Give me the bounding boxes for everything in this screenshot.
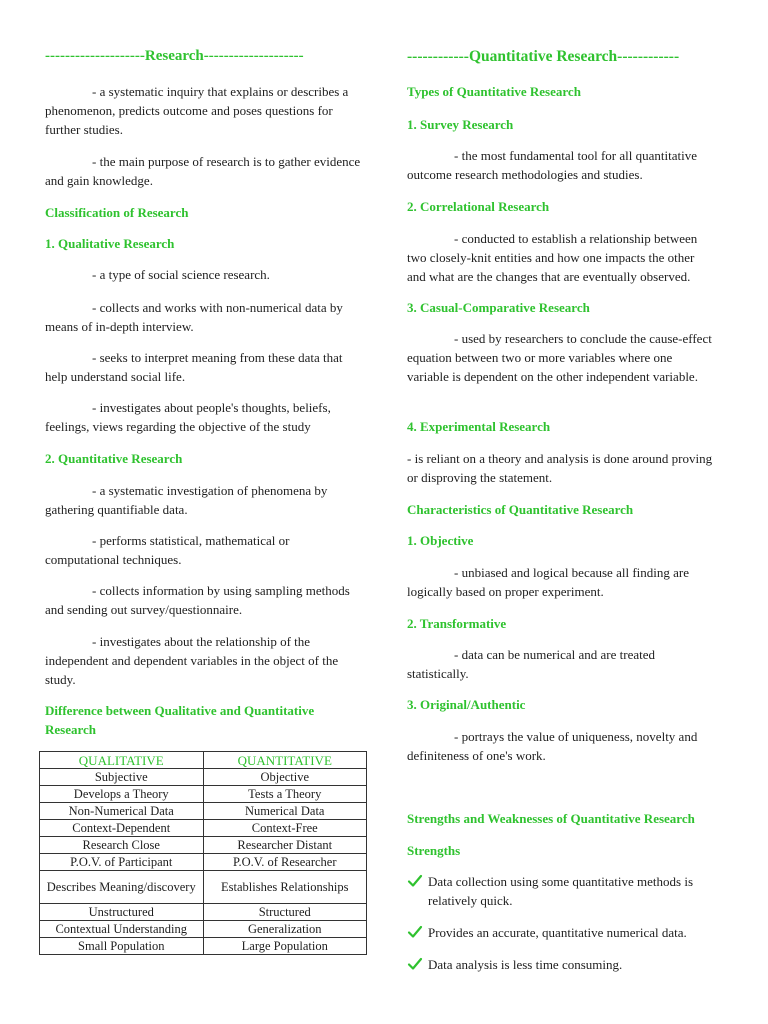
correlational-text: - conducted to establish a relationship between two closely-knit entities and how one impacts the other and what are the changes that are eventually observed. xyxy=(407,231,698,284)
table-cell: Non-Numerical Data xyxy=(40,803,204,820)
strengths-weaknesses-heading: Strengths and Weaknesses of Quantitative Research xyxy=(407,811,695,826)
qualitative-point: - collects and works with non-numerical data by means of in-depth interview. xyxy=(45,300,343,334)
table-cell: Research Close xyxy=(40,837,204,854)
causal-comparative-heading: 3. Casual-Comparative Research xyxy=(407,300,590,315)
difference-heading: Difference between Qualitative and Quantitative Research xyxy=(45,703,315,737)
checkmark-icon xyxy=(407,873,423,889)
qualitative-point: - investigates about people's thoughts, beliefs, feelings, views regarding the objective of the study xyxy=(45,400,331,434)
table-header-qualitative: QUALITATIVE xyxy=(40,752,204,769)
table-row xyxy=(40,854,367,871)
table-cell: P.O.V. of Researcher xyxy=(203,854,367,871)
quantitative-research-title: ------------Quantitative Research------------ xyxy=(407,48,680,65)
table-cell: Context-Free xyxy=(203,820,367,837)
strength-text: Data analysis is less time consuming. xyxy=(428,957,623,972)
table-cell: Tests a Theory xyxy=(203,786,367,803)
quantitative-point: - a systematic investigation of phenomena by gathering quantifiable data. xyxy=(45,483,328,517)
table-cell: Structured xyxy=(203,904,367,921)
strengths-heading: Strengths xyxy=(407,843,461,858)
table-cell: Subjective xyxy=(40,769,204,786)
transformative-text: - data can be numerical and are treated statistically. xyxy=(407,647,656,681)
strength-text: Provides an accurate, quantitative numerical data. xyxy=(428,925,687,940)
research-purpose: - the main purpose of research is to gather evidence and gain knowledge. xyxy=(45,154,361,188)
table-header-quantitative: QUANTITATIVE xyxy=(203,752,367,769)
quantitative-heading: 2. Quantitative Research xyxy=(45,451,183,466)
checkmark-icon xyxy=(407,924,423,940)
table-row xyxy=(40,904,367,921)
quantitative-point: - investigates about the relationship of the independent and dependent variables in the object of the study. xyxy=(45,634,339,687)
table-cell: Numerical Data xyxy=(203,803,367,820)
transformative-heading: 2. Transformative xyxy=(407,616,507,631)
objective-text: - unbiased and logical because all finding are logically based on proper experiment. xyxy=(407,565,689,599)
types-heading: Types of Quantitative Research xyxy=(407,84,581,99)
table-header-row xyxy=(40,752,367,769)
qualitative-point: - a type of social science research. xyxy=(92,267,270,282)
table-cell: Unstructured xyxy=(40,904,204,921)
table-row xyxy=(40,921,367,938)
table-cell: P.O.V. of Participant xyxy=(40,854,204,871)
causal-comparative-text: - used by researchers to conclude the cause-effect equation between two or more variables where one variable is dependent on the other independent variable. xyxy=(407,331,712,384)
experimental-heading: 4. Experimental Research xyxy=(407,419,551,434)
table-cell: Generalization xyxy=(203,921,367,938)
table-row xyxy=(40,837,367,854)
strength-text: Data collection using some quantitative methods is relatively quick. xyxy=(428,874,694,908)
correlational-heading: 2. Correlational Research xyxy=(407,199,550,214)
research-definition: - a systematic inquiry that explains or describes a phenomenon, predicts outcome and poses questions for further studies. xyxy=(45,84,349,137)
qualitative-heading: 1. Qualitative Research xyxy=(45,236,175,251)
table-cell: Contextual Understanding xyxy=(40,921,204,938)
table-cell: Large Population xyxy=(203,938,367,955)
survey-text: - the most fundamental tool for all quantitative outcome research methodologies and studies. xyxy=(407,148,697,182)
characteristics-heading: Characteristics of Quantitative Research xyxy=(407,502,634,517)
table-row xyxy=(40,769,367,786)
table-cell: Objective xyxy=(203,769,367,786)
survey-heading: 1. Survey Research xyxy=(407,117,514,132)
table-row xyxy=(40,803,367,820)
table-row xyxy=(40,871,367,904)
strength-item xyxy=(407,872,715,912)
experimental-text: - is reliant on a theory and analysis is done around proving or disproving the statement. xyxy=(407,451,713,485)
research-title: --------------------Research-------------------- xyxy=(45,48,304,64)
checkmark-icon xyxy=(407,956,423,972)
comparison-table xyxy=(39,751,367,955)
quantitative-point: - collects information by using sampling methods and sending out survey/questionnaire. xyxy=(45,583,350,617)
strength-item xyxy=(407,955,715,975)
table-row xyxy=(40,786,367,803)
table-cell: Establishes Relationships xyxy=(203,871,367,904)
objective-heading: 1. Objective xyxy=(407,533,474,548)
qualitative-point: - seeks to interpret meaning from these data that help understand social life. xyxy=(45,350,343,384)
original-authentic-text: - portrays the value of uniqueness, novelty and definiteness of one's work. xyxy=(407,729,698,763)
table-cell: Context-Dependent xyxy=(40,820,204,837)
table-cell: Researcher Distant xyxy=(203,837,367,854)
table-cell: Describes Meaning/discovery xyxy=(40,871,204,904)
original-authentic-heading: 3. Original/Authentic xyxy=(407,697,526,712)
quantitative-point: - performs statistical, mathematical or computational techniques. xyxy=(45,533,290,567)
table-row xyxy=(40,938,367,955)
table-cell: Develops a Theory xyxy=(40,786,204,803)
strength-item xyxy=(407,923,715,943)
table-cell: Small Population xyxy=(40,938,204,955)
table-row xyxy=(40,820,367,837)
classification-heading: Classification of Research xyxy=(45,205,189,220)
